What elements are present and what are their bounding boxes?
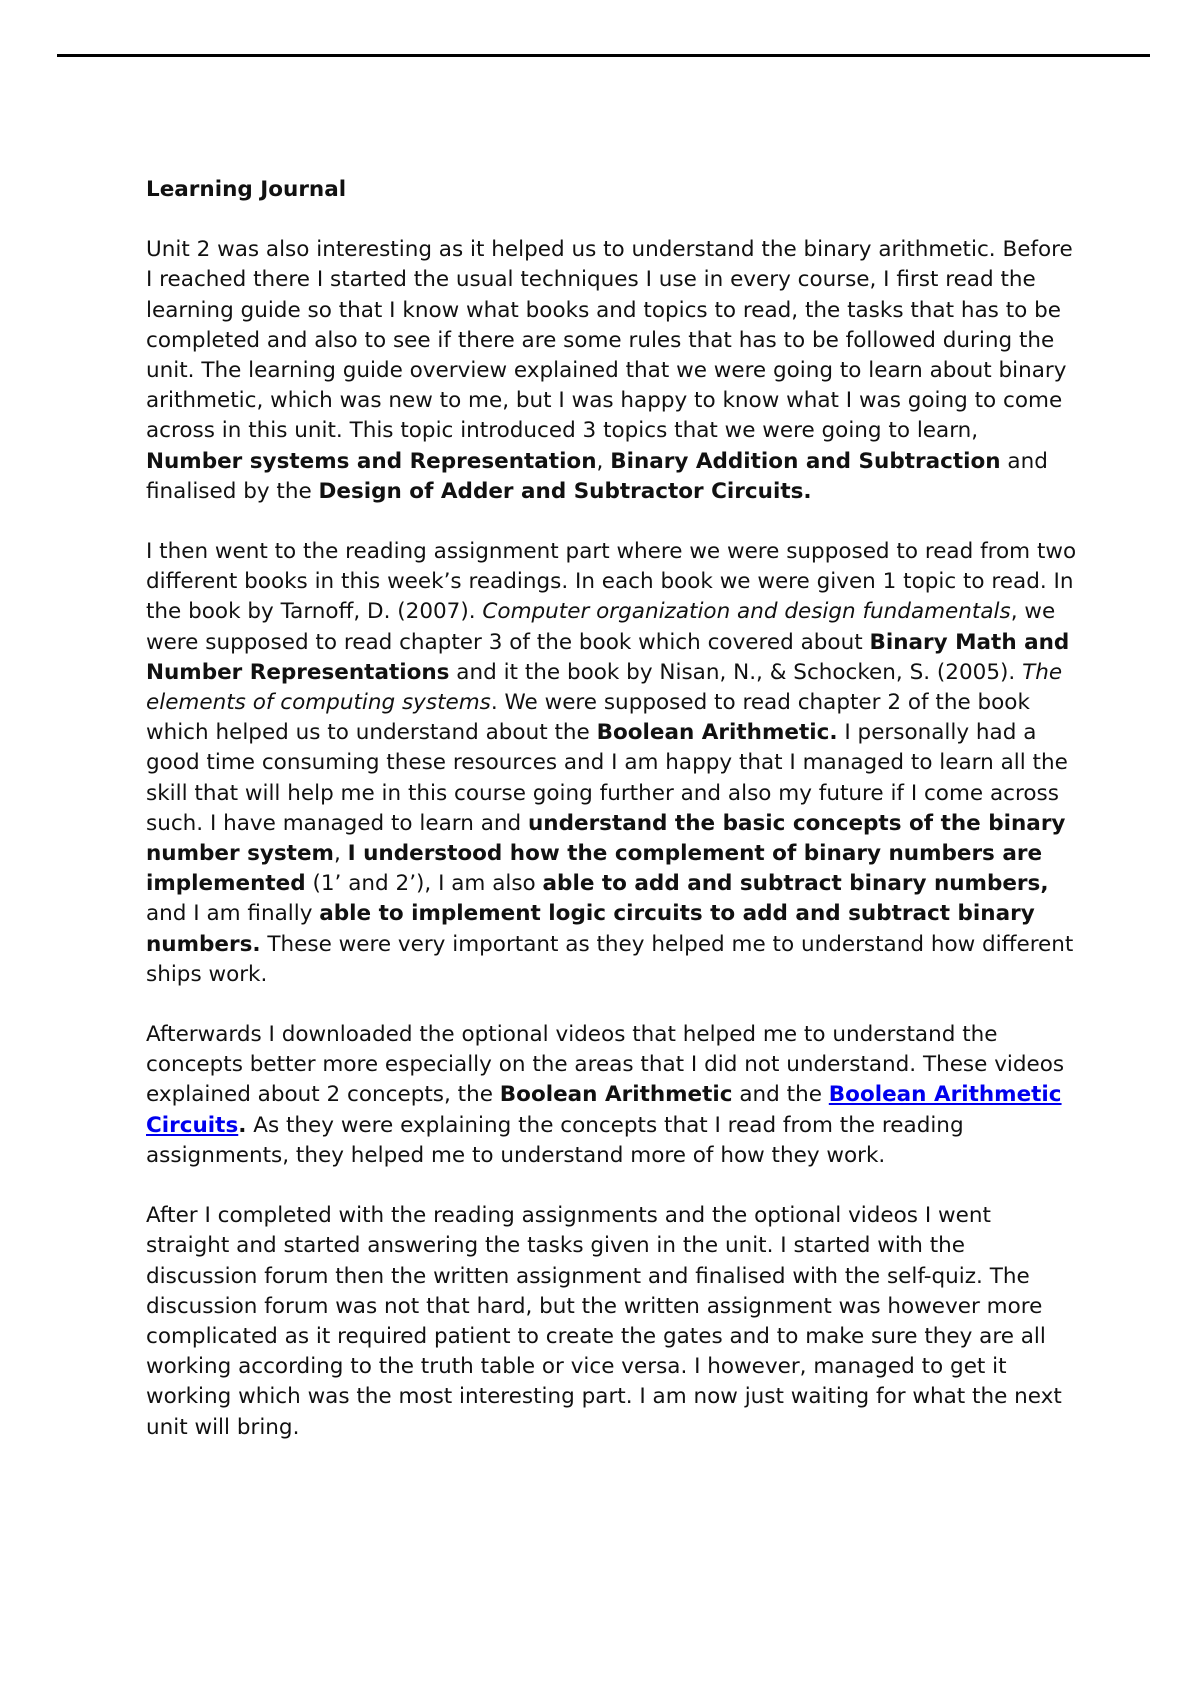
p2-text-9: These were very important as they helped me to understand how different ships work.	[146, 931, 1074, 987]
paragraph-1	[146, 235, 1081, 507]
p1-text-1: Unit 2 was also interesting as it helped us to understand the binary arithmetic. Before I reached there I started the usual techniques I use in every course, I first read the learning guide so that I know what books and topics to read, the tasks that has to be completed and also to see if there are some rules that has to be followed during the unit. The learning guide overview explained that we were going to learn about binary arithmetic, which was new to me, but I was happy to know what I was going to come across in this unit. This topic introduced 3 topics that we were going to learn,	[146, 237, 1073, 444]
p3-bold-2: .	[238, 1112, 247, 1138]
p2-text-2: , we were supposed to read chapter 3 of the book which covered about	[146, 599, 1056, 655]
p3-bold-1: Boolean Arithmetic	[499, 1082, 733, 1108]
p1-text-3: and finalised by the	[146, 448, 1048, 504]
p2-italic-2: The elements of computing systems	[146, 659, 1063, 716]
p2-bold-2: Boolean Arithmetic.	[596, 720, 838, 746]
p2-text-1: I then went to the reading assignment part where we were supposed to read from two different books in this week’s readings. In each book we were given 1 topic to read. In the book by Tarnoff, D. (2007).	[146, 539, 1077, 625]
p1-bold-1: Number systems and Representation	[146, 448, 597, 474]
boolean-arithmetic-circuits-link[interactable]: Boolean Arithmetic Circuits	[146, 1082, 1062, 1138]
p2-italic-1: Computer organization and design fundamentals	[482, 599, 1011, 625]
p3-text-2: and the	[732, 1082, 829, 1108]
p2-text-8: and I am finally	[146, 901, 320, 927]
p2-text-6: ,	[333, 841, 348, 867]
p2-text-4: . We were supposed to read chapter 2 of the book which helped us to understand about the	[146, 690, 1030, 746]
p1-bold-3: Design of Adder and Subtractor Circuits.	[318, 478, 812, 504]
document-title: Learning Journal	[146, 177, 347, 202]
p3-text-3: As they were explaining the concepts that I read from the reading assignments, they helped me to understand more of how they work.	[146, 1112, 964, 1168]
p3-text-1: Afterwards I downloaded the optional videos that helped me to understand the concepts better more especially on the areas that I did not understand. These videos explained about 2 concepts, the	[146, 1022, 1065, 1108]
p4-text-1: After I completed with the reading assignments and the optional videos I went straight and started answering the tasks given in the unit. I started with the discussion forum then the written assignment and finalised with the self-quiz. The discussion forum was not that hard, but the written assignment was however more complicated as it required patient to create the gates and to make sure they are all working according to the truth table or vice versa. I however, managed to get it working which was the most interesting part. I am now just waiting for what the next unit will bring.	[146, 1203, 1062, 1440]
p1-text-2: ,	[596, 448, 611, 474]
p2-text-3: and it the book by Nisan, N., & Schocken, S. (2005).	[449, 659, 1023, 685]
paragraph-4	[146, 1201, 1081, 1443]
p2-bold-1: Binary Math and Number Representations	[146, 629, 1070, 685]
p2-bold-4: I understood how the complement of binary numbers are implemented	[146, 841, 1043, 897]
paragraph-2	[146, 537, 1081, 990]
paragraph-3	[146, 1020, 1081, 1171]
p2-text-7: (1’ and 2’), I am also	[305, 871, 543, 897]
document-body	[146, 175, 1081, 1473]
p2-text-5: I personally had a good time consuming these resources and I am happy that I managed to learn all the skill that will help me in this course going further and also my future if I come across such. I have managed to learn and	[146, 720, 1068, 836]
p2-bold-5: able to add and subtract binary numbers,	[542, 871, 1049, 897]
header-rule	[57, 54, 1150, 57]
p2-bold-3: understand the basic concepts of the binary number system	[146, 810, 1066, 867]
p2-bold-6: able to implement logic circuits to add and subtract binary numbers.	[146, 901, 1035, 957]
p1-bold-2: Binary Addition and Subtraction	[610, 448, 1001, 474]
